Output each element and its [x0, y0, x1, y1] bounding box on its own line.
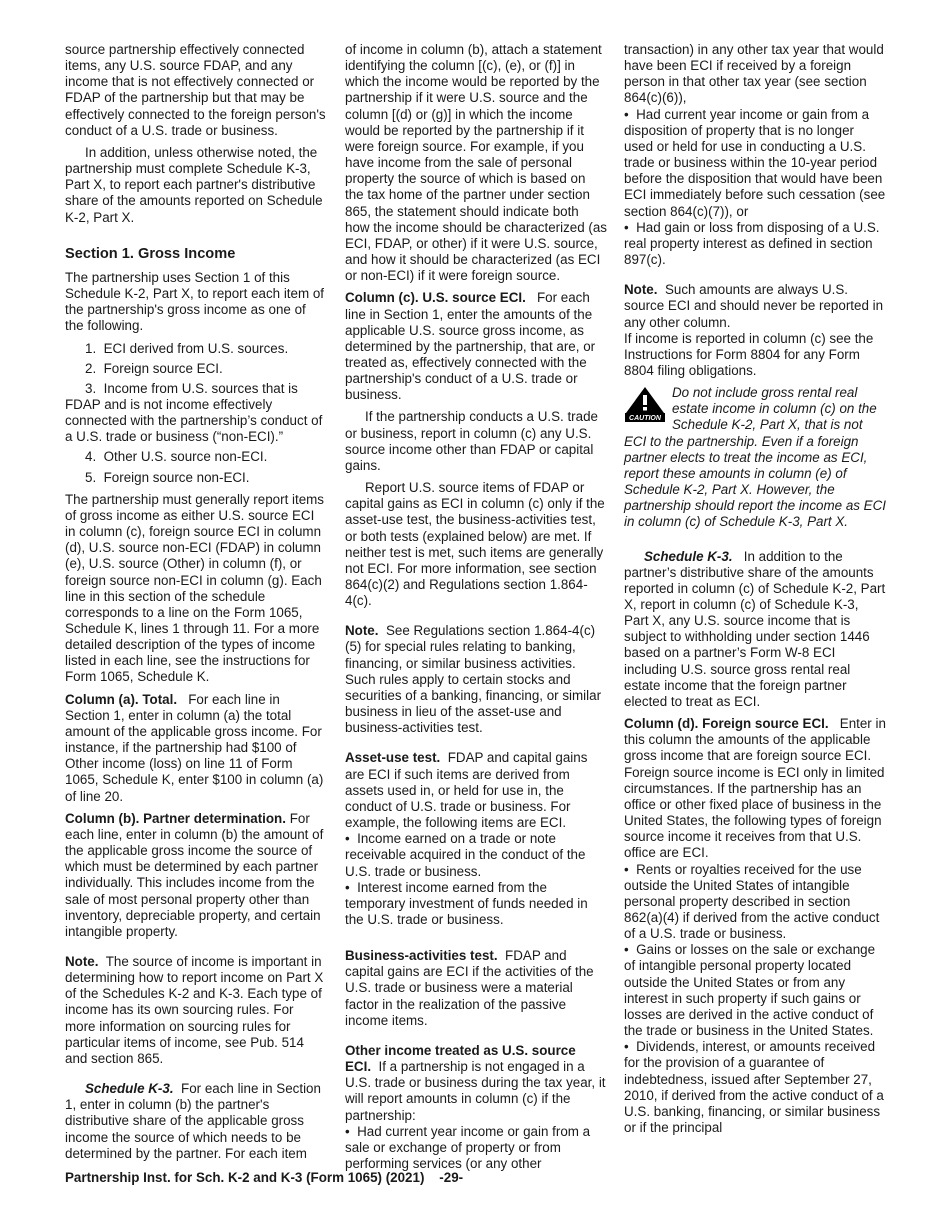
bullet-text: Gains or losses on the sale or exchange of intangible personal property located outside the United States or from any interest in such property if such gains or losses are derived in the active conduct of the trade or business in the United States.	[624, 942, 876, 1039]
caution-box	[624, 385, 886, 530]
paragraph: transaction) in any other tax year that would have been ECI if received by a foreign person in that other tax year (see section 864(c)(6)),	[624, 42, 884, 106]
business-activities-text: FDAP and capital gains are ECI if the activities of the U.S. trade or business were a material factor in the realization of the passive income items.	[345, 948, 594, 1028]
bullet-text: Had gain or loss from disposing of a U.S. real property interest as defined in section 897(c).	[624, 219, 880, 268]
column-d-text: Enter in this column the amounts of the applicable gross income that are foreign source ECI. Foreign source income is ECI only in limited circumstances. If the partnership has an office or other fixed place of business in the United States, the following types of foreign source income it receives from that U.S. office are ECI.	[624, 716, 886, 861]
column-1	[65, 42, 327, 1168]
bullet-item: • Had gain or loss from disposing of a U.S. real property interest as defined in section 897(c).	[624, 219, 880, 268]
list-item: 2. Foreign source ECI.	[85, 360, 223, 376]
paragraph: If the partnership conducts a U.S. trade or business, report in column (c) any U.S. source income other than FDAP or capital gains.	[345, 409, 598, 473]
page-footer: Partnership Inst. for Sch. K-2 and K-3 (Form 1065) (2021) -29-	[65, 1170, 464, 1185]
caution-text: Do not include gross rental real estate income in column (c) on the Schedule K-2, Part X, that is not ECI to the partnership. Even if a foreign partner elects to treat the income as ECI, report these amounts in column (e) of Schedule K-2, Part X. However, the partnership should report the income as ECI in column (c) of Schedule K-3, Part X.	[624, 385, 887, 530]
other-income-text: If a partnership is not engaged in a U.S. trade or business during the tax year, it will report amounts in column (c) if the partnership:	[345, 1059, 606, 1123]
note-text: See Regulations section 1.864-4(c)(5) for special rules relating to banking, financing, or similar business activities. Such rules apply to certain stocks and securities of a banking, financing, or similar business in lieu of the asset-use and business-activities test.	[345, 623, 602, 736]
note	[624, 282, 886, 330]
schedule-k3-text: For each line in Section 1, enter in column (b) the partner's distributive share of the applicable gross income the source of which needs to be determined by the partner. For each item	[65, 1081, 321, 1161]
bullet-text: Interest income earned from the temporary investment of funds needed in the U.S. trade or business.	[345, 879, 588, 927]
note-label: Note.	[624, 282, 658, 298]
paragraph	[65, 692, 327, 805]
paragraph	[624, 549, 886, 711]
bullet-item: • Rents or royalties received for the use outside the United States of intangible personal property described in section 862(a)(4) if derived from the active conduct of a U.S. trade or business.	[624, 861, 880, 942]
column-3	[624, 42, 886, 1136]
note	[65, 954, 327, 1067]
paragraph: In addition, unless otherwise noted, the partnership must complete Schedule K-3, Part X, to report each partner's distributive share of the amounts reported on Schedule K-2, Part X.	[65, 144, 323, 225]
paragraph	[65, 811, 327, 940]
other-income-label: Other income treated as U.S. source ECI.	[345, 1042, 576, 1075]
paragraph	[65, 1081, 327, 1162]
paragraph: The partnership uses Section 1 of this Schedule K-2, Part X, to report each item of the partnership's gross income as one of the following.	[65, 269, 325, 334]
paragraph: of income in column (b), attach a statement identifying the column [(c), (e), or (f)] in which the income would be reported by the partnership if it were U.S. source and the column [(d) or (g)] in which the income would be reported by the partnership if it were foreign source. For example, if you have income from the sale of personal property the source of which is based on the tax home of the partner under section 865, the statement should indicate both how the income should be characterized (as ECI, FDAP, or other) if it were U.S. source, and how it should be characterized (as ECI or non-ECI) if it were foreign source.	[345, 42, 608, 284]
note	[345, 623, 607, 736]
business-activities-label: Business-activities test.	[345, 948, 498, 964]
paragraph	[345, 948, 607, 1029]
bullet-text: Rents or royalties received for the use outside the United States of intangible personal property described in section 862(a)(4) if derived from the active conduct of a U.S. trade or business.	[624, 861, 880, 942]
column-a-text: For each line in Section 1, enter in column (a) the total amount of the applicable gross income. For instance, if the partnership had $100 of Other income (loss) on line 11 of Form 1065, Schedule K, enter $100 in column (a) of line 20.	[65, 691, 324, 804]
paragraph: Report U.S. source items of FDAP or capital gains as ECI in column (c) only if the asset-use test, the business-activities test, or both tests (explained below) are met. If neither test is met, such items are generally not ECI. For more information, see section 864(c)(2) and Regulations section 1.864-4(c).	[345, 480, 605, 609]
column-b-text: For each line, enter in column (b) the amount of the applicable gross income the source of which must be determined by each partner individually. This includes income from the sale of most personal property other than inventory, depreciable property, and certain intangible property.	[65, 810, 324, 939]
schedule-k3-text: In addition to the partner’s distributive share of the amounts reported in column (c) of Schedule K-2, Part X, report in column (c) of Schedule K-3, Part X, any U.S. source income that is subject to withholding under section 1446 based on a partner’s Form W-8 ECI including U.S. source gross rental real estate income that the foreign partner elected to treat as ECI.	[624, 548, 886, 709]
column-2	[345, 42, 607, 1172]
bullet-text: Dividends, interest, or amounts received for the provision of a guarantee of indebtedness, issued after September 27, 2010, if derived from the active conduct of a U.S. banking, financing, or similar business or if the principal	[624, 1039, 884, 1135]
bullet-item: • Gains or losses on the sale or exchange of intangible personal property located outside the United States or from any interest in such property if such gains or losses are derived in the active conduct of the trade or business in the United States.	[624, 942, 876, 1039]
bullet-text: Income earned on a trade or note receivable acquired in the conduct of the U.S. trade or business.	[345, 831, 586, 879]
note-label: Note.	[345, 623, 379, 639]
list-item: 1. ECI derived from U.S. sources.	[85, 340, 289, 356]
paragraph	[345, 750, 607, 831]
section-heading: Section 1. Gross Income	[65, 245, 236, 262]
list-item: 4. Other U.S. source non-ECI.	[85, 449, 268, 465]
note-label: Note.	[65, 953, 99, 969]
bullet-item: • Dividends, interest, or amounts received for the provision of a guarantee of indebtedness, issued after September 27, 2010, if derived from the active conduct of a U.S. banking, financing, or similar business or if the principal	[624, 1039, 884, 1135]
asset-use-label: Asset-use test.	[345, 750, 441, 766]
column-a-label: Column (a). Total.	[65, 691, 178, 707]
bullet-item: • Had current year income or gain from a sale or exchange of property or from performing services (or any other	[345, 1123, 591, 1171]
caution-word: CAUTION	[629, 415, 661, 423]
paragraph: source partnership effectively connected items, any U.S. source FDAP, and any income that is not effectively connected or FDAP of the partnership but that may be effectively connected to the foreign person's conduct of a U.S. trade or business.	[65, 42, 326, 138]
note-text: The source of income is important in determining how to report income on Part X of the Schedules K-2 and K-3. Each type of income has its own sourcing rules. For more information on sourcing rules for particular items of income, see Pub. 514 and section 865.	[65, 953, 324, 1066]
schedule-k3-label: Schedule K-3.	[644, 548, 733, 564]
note-text: Such amounts are always U.S. source ECI and should never be reported in any other column.	[624, 282, 884, 330]
paragraph: If income is reported in column (c) see the Instructions for Form 8804 for any Form 8804 filing obligations.	[624, 330, 874, 378]
schedule-k3-label: Schedule K-3.	[85, 1081, 174, 1097]
column-d-label: Column (d). Foreign source ECI.	[624, 716, 829, 732]
column-b-label: Column (b). Partner determination.	[65, 810, 286, 826]
column-c-text: For each line in Section 1, enter the amounts of the applicable U.S. source gross income, as determined by the partnership, that are, or treated as, effectively connected with the partnership's conduct of a U.S. trade or business.	[345, 290, 596, 403]
list-item: 5. Foreign source non-ECI.	[85, 469, 250, 485]
bullet-text: Had current year income or gain from a disposition of property that is no longer used or held for use in conducting a U.S. trade or business within the 10-year period before the disposition that would have been ECI immediately before such cessation (see section 864(c)(7)), or	[624, 106, 886, 219]
paragraph	[345, 1043, 607, 1124]
bullet-item: • Interest income earned from the temporary investment of funds needed in the U.S. trade or business.	[345, 879, 588, 927]
bullet-item: • Had current year income or gain from a disposition of property that is no longer used or held for use in conducting a U.S. trade or business within the 10-year period before the disposition that would have been ECI immediately before such cessation (see section 864(c)(7)), or	[624, 106, 886, 219]
list-item: 3. Income from U.S. sources that is FDAP and is not income effectively connected with the partnership’s conduct of a U.S. trade or business (“non-ECI).”	[65, 380, 323, 445]
paragraph	[624, 716, 886, 861]
paragraph: The partnership must generally report items of gross income as either U.S. source ECI in column (c), foreign source ECI in column (d), U.S. source non-ECI (FDAP) in column (e), U.S. source (Other) in column (f), or foreign source non-ECI in column (g). Each line in this section of the schedule corresponds to a line on the Form 1065, Schedule K, lines 1 through 11. For a more detailed description of the types of income listed in each line, see the instructions for Form 1065, Schedule K.	[65, 491, 324, 685]
paragraph	[345, 290, 607, 403]
bullet-text: Had current year income or gain from a sale or exchange of property or from performing services (or any other	[345, 1123, 591, 1171]
bullet-item: • Income earned on a trade or note receivable acquired in the conduct of the U.S. trade or business.	[345, 831, 586, 879]
asset-use-text: FDAP and capital gains are ECI if such items are derived from assets used in, or held for use in, the conduct of U.S. trade or business. For example, the following items are ECI.	[345, 750, 588, 831]
column-c-label: Column (c). U.S. source ECI.	[345, 290, 526, 306]
caution-icon	[624, 386, 666, 422]
